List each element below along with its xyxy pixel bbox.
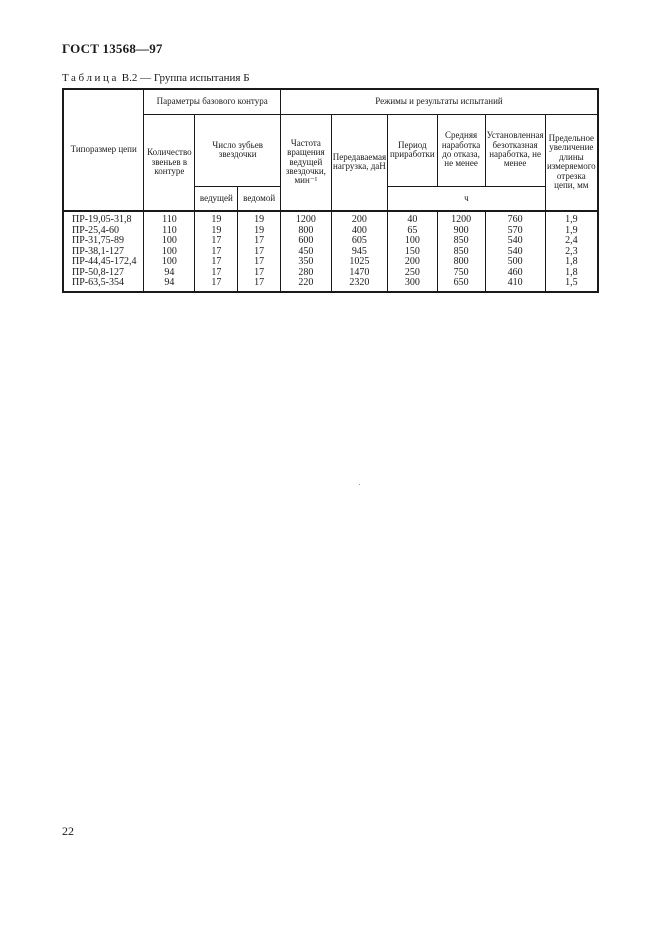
header-mean-time-to-failure: Средняя наработка до отказа, не менее <box>437 114 485 186</box>
cell-freq: 450 <box>281 247 332 258</box>
cell-mtbf: 850 <box>437 236 485 247</box>
cell-set: 410 <box>485 278 545 292</box>
cell-links: 110 <box>144 226 195 237</box>
cell-name: ПР-38,1-127 <box>63 247 144 258</box>
cell-runin: 100 <box>388 236 437 247</box>
table-body <box>63 211 598 292</box>
cell-driven: 17 <box>238 236 281 247</box>
cell-load: 1025 <box>331 257 387 268</box>
header-link-count: Количество звеньев в контуре <box>144 114 195 211</box>
cell-name: ПР-63,5-354 <box>63 278 144 292</box>
cell-links: 100 <box>144 247 195 258</box>
page-speck <box>359 484 360 485</box>
header-drive-sprocket: ведущей <box>195 186 238 211</box>
cell-load: 400 <box>331 226 387 237</box>
cell-freq: 280 <box>281 268 332 279</box>
table-row <box>63 211 598 226</box>
cell-links: 100 <box>144 236 195 247</box>
cell-load: 605 <box>331 236 387 247</box>
table-row <box>63 236 598 247</box>
cell-links: 100 <box>144 257 195 268</box>
cell-links: 94 <box>144 268 195 279</box>
cell-elong: 1,8 <box>545 257 598 268</box>
cell-driven: 19 <box>238 211 281 226</box>
header-transmitted-load: Передаваемая нагрузка, даН <box>331 114 387 211</box>
cell-elong: 1,9 <box>545 226 598 237</box>
cell-name: ПР-44,45-172,4 <box>63 257 144 268</box>
cell-freq: 350 <box>281 257 332 268</box>
cell-runin: 200 <box>388 257 437 268</box>
cell-links: 110 <box>144 211 195 226</box>
cell-mtbf: 1200 <box>437 211 485 226</box>
cell-load: 200 <box>331 211 387 226</box>
document-header: ГОСТ 13568—97 <box>62 41 163 56</box>
header-modes-results: Режимы и результаты испытаний <box>281 89 598 114</box>
cell-drive: 17 <box>195 257 238 268</box>
cell-runin: 40 <box>388 211 437 226</box>
header-run-in-period: Период приработки <box>388 114 437 186</box>
header-rotation-frequency: Частота вращения ведущей звездочки, мин⁻¹ <box>281 114 332 211</box>
cell-elong: 2,3 <box>545 247 598 258</box>
cell-driven: 17 <box>238 247 281 258</box>
cell-mtbf: 900 <box>437 226 485 237</box>
header-max-elongation: Предельное увеличение длины измеряемого отрезка цепи, мм <box>545 114 598 211</box>
table-row <box>63 278 598 292</box>
cell-elong: 1,5 <box>545 278 598 292</box>
cell-set: 570 <box>485 226 545 237</box>
table-header <box>63 89 598 211</box>
cell-set: 540 <box>485 236 545 247</box>
cell-load: 945 <box>331 247 387 258</box>
cell-name: ПР-31,75-89 <box>63 236 144 247</box>
cell-driven: 19 <box>238 226 281 237</box>
cell-freq: 220 <box>281 278 332 292</box>
cell-name: ПР-50,8-127 <box>63 268 144 279</box>
cell-freq: 800 <box>281 226 332 237</box>
test-results-table <box>62 88 599 293</box>
table-row <box>63 257 598 268</box>
cell-runin: 300 <box>388 278 437 292</box>
cell-name: ПР-19,05-31,8 <box>63 211 144 226</box>
cell-runin: 250 <box>388 268 437 279</box>
cell-runin: 150 <box>388 247 437 258</box>
caption-prefix: Таблица <box>62 72 119 84</box>
cell-name: ПР-25,4-60 <box>63 226 144 237</box>
cell-drive: 19 <box>195 211 238 226</box>
cell-set: 460 <box>485 268 545 279</box>
header-unit-hours: ч <box>388 186 546 211</box>
cell-set: 540 <box>485 247 545 258</box>
cell-elong: 1,9 <box>545 211 598 226</box>
header-driven-sprocket: ведомой <box>238 186 281 211</box>
cell-elong: 1,8 <box>545 268 598 279</box>
cell-set: 760 <box>485 211 545 226</box>
cell-drive: 19 <box>195 226 238 237</box>
cell-freq: 600 <box>281 236 332 247</box>
cell-drive: 17 <box>195 247 238 258</box>
cell-elong: 2,4 <box>545 236 598 247</box>
cell-runin: 65 <box>388 226 437 237</box>
cell-driven: 17 <box>238 278 281 292</box>
cell-mtbf: 800 <box>437 257 485 268</box>
cell-drive: 17 <box>195 236 238 247</box>
cell-driven: 17 <box>238 257 281 268</box>
header-teeth-count: Число зубьев звездочки <box>195 114 281 186</box>
cell-mtbf: 750 <box>437 268 485 279</box>
page-number: 22 <box>62 824 74 838</box>
cell-load: 2320 <box>331 278 387 292</box>
cell-driven: 17 <box>238 268 281 279</box>
cell-freq: 1200 <box>281 211 332 226</box>
cell-drive: 17 <box>195 278 238 292</box>
cell-links: 94 <box>144 278 195 292</box>
cell-load: 1470 <box>331 268 387 279</box>
cell-set: 500 <box>485 257 545 268</box>
caption-title: В.2 — Группа испытания Б <box>119 72 250 84</box>
header-base-params: Параметры базового контура <box>144 89 281 114</box>
header-set-failure-free-time: Установленная безотказная наработка, не менее <box>485 114 545 186</box>
cell-drive: 17 <box>195 268 238 279</box>
cell-mtbf: 650 <box>437 278 485 292</box>
header-chain-size: Типоразмер цепи <box>63 89 144 211</box>
table-caption <box>62 72 250 84</box>
cell-mtbf: 850 <box>437 247 485 258</box>
